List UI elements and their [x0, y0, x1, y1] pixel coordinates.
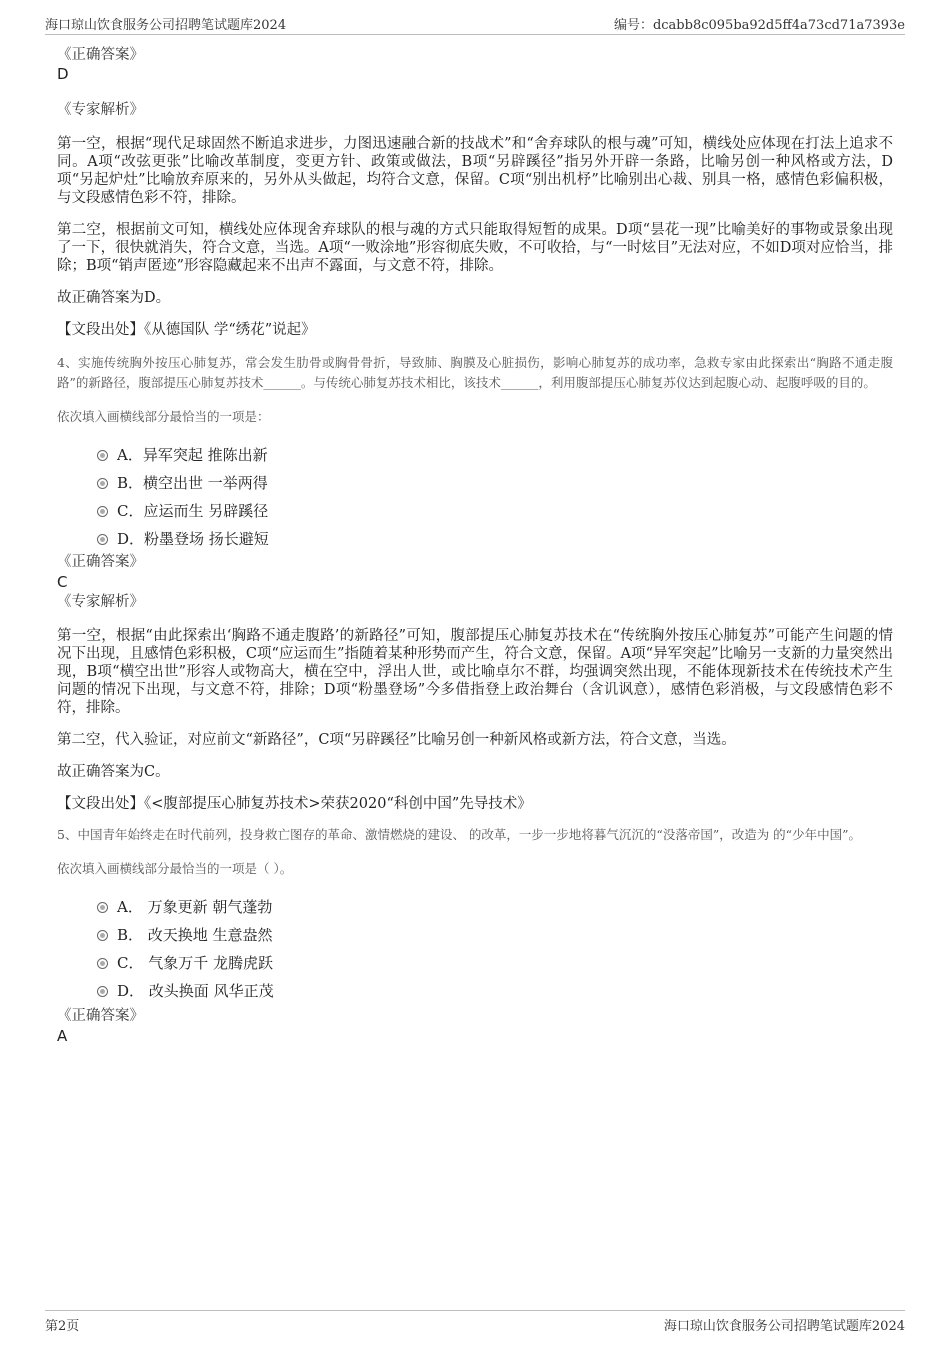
radio-icon[interactable] [97, 958, 108, 969]
answer-value: D [57, 65, 69, 83]
option-d[interactable]: D．粉墨登场 扬长避短 [57, 525, 893, 553]
question-stem: 5、中国青年始终走在时代前列，投身救亡图存的革命、激情燃烧的建设、 的改革，一步一步地将暮气沉沉的“没落帝国”，改造为 的“少年中国”。 [57, 827, 861, 842]
footer-title: 海口琼山饮食服务公司招聘笔试题库2024 [663, 1319, 905, 1334]
option-c[interactable]: C． 气象万千 龙腾虎跃 [57, 949, 893, 977]
analysis-label: 《专家解析》 [57, 102, 144, 118]
answer-value: A [57, 1027, 68, 1045]
header-doc-id: 编号：dcabb8c095ba92d5ff4a73cd71a7393e [613, 18, 905, 33]
question-prompt: 依次填入画横线部分最恰当的一项是（ ）。 [57, 861, 293, 876]
radio-icon[interactable] [97, 534, 108, 545]
option-a[interactable]: A．异军突起 推陈出新 [57, 441, 893, 469]
answer-value: C [57, 573, 68, 591]
answer-label: 《正确答案》 [57, 1008, 144, 1024]
page-footer [45, 1310, 905, 1335]
page-header [45, 14, 905, 35]
analysis-paragraph: 第一空，根据“由此探索出‘胸路不通走腹路’的新路径”可知，腹部提压心肺复苏技术在“传统胸外按压心肺复苏”可能产生问题的情况下出现，且感情色彩积极，C项“应运而生”指随着某种形势而产生，符合文意，保留。A项“异军突起”比喻另一支新的力量突然出现，B项“横空出世”形容人或物高大，横在空中，浮出人世，或比喻卓尔不群，均强调突然出现，不能体现新技术在传统技术产生问题的情况下出现，与文意不符，排除；D项“粉墨登场”今多借指登上政治舞台（含讥讽意），感情色彩消极，与文段感情色彩不符，排除。 [57, 628, 893, 716]
analysis-paragraph: 第二空，代入验证，对应前文“新路径”，C项“另辟蹊径”比喻另创一种新风格或新方法，符合文意，当选。 [57, 732, 736, 748]
option-list [57, 893, 893, 1005]
document-body [57, 46, 893, 1045]
radio-icon[interactable] [97, 506, 108, 517]
radio-icon[interactable] [97, 930, 108, 941]
radio-icon[interactable] [97, 450, 108, 461]
question-prompt: 依次填入画横线部分最恰当的一项是： [57, 409, 270, 424]
conclusion: 故正确答案为D。 [57, 290, 171, 306]
radio-icon[interactable] [97, 986, 108, 997]
option-list [57, 441, 893, 553]
answer-label: 《正确答案》 [57, 554, 144, 570]
source: 【文段出处】《从德国队 学“绣花”说起》 [57, 322, 316, 338]
option-b[interactable]: B．横空出世 一举两得 [57, 469, 893, 497]
radio-icon[interactable] [97, 902, 108, 913]
analysis-label: 《专家解析》 [57, 594, 144, 610]
radio-icon[interactable] [97, 478, 108, 489]
analysis-paragraph: 第一空，根据“现代足球固然不断追求进步，力图迅速融合新的技战术”和“舍弃球队的根与魂”可知，横线处应体现在打法上追求不同。A项“改弦更张”比喻改革制度，变更方针、政策或做法，B项“另辟蹊径”指另外开辟一条路，比喻另创一种风格或方法，D项“另起炉灶”比喻放弃原来的，另外从头做起，均符合文意，保留。C项“别出机杼”比喻别出心裁、别具一格，感情色彩偏积极，与文段感情色彩不符，排除。 [57, 136, 893, 206]
option-c[interactable]: C．应运而生 另辟蹊径 [57, 497, 893, 525]
header-title: 海口琼山饮食服务公司招聘笔试题库2024 [45, 18, 287, 33]
answer-label: 《正确答案》 [57, 47, 144, 63]
page-number: 第2页 [45, 1319, 80, 1334]
option-d[interactable]: D． 改头换面 风华正茂 [57, 977, 893, 1005]
analysis-paragraph: 第二空，根据前文可知，横线处应体现舍弃球队的根与魂的方式只能取得短暂的成果。D项“昙花一现”比喻美好的事物或景象出现了一下，很快就消失，符合文意，当选。A项“一败涂地”形容彻底失败，不可收拾，与“一时炫目”无法对应，不如D项对应恰当，排除；B项“销声匿迹”形容隐藏起来不出声不露面，与文意不符，排除。 [57, 222, 893, 274]
source: 【文段出处】《<腹部提压心肺复苏技术>荣获2020“科创中国”先导技术》 [57, 796, 532, 812]
option-b[interactable]: B． 改天换地 生意盎然 [57, 921, 893, 949]
conclusion: 故正确答案为C。 [57, 764, 170, 780]
option-a[interactable]: A． 万象更新 朝气蓬勃 [57, 893, 893, 921]
question-stem: 4、实施传统胸外按压心肺复苏，常会发生肋骨或胸骨骨折，导致肺、胸膜及心脏损伤，影响心肺复苏的成功率，急救专家由此探索出“胸路不通走腹路”的新路径，腹部提压心肺复苏技术______。与传统心肺复苏技术相比，该技术______，利用腹部提压心肺复苏仪达到起腹心动、起腹呼吸的目的。 [57, 355, 893, 390]
